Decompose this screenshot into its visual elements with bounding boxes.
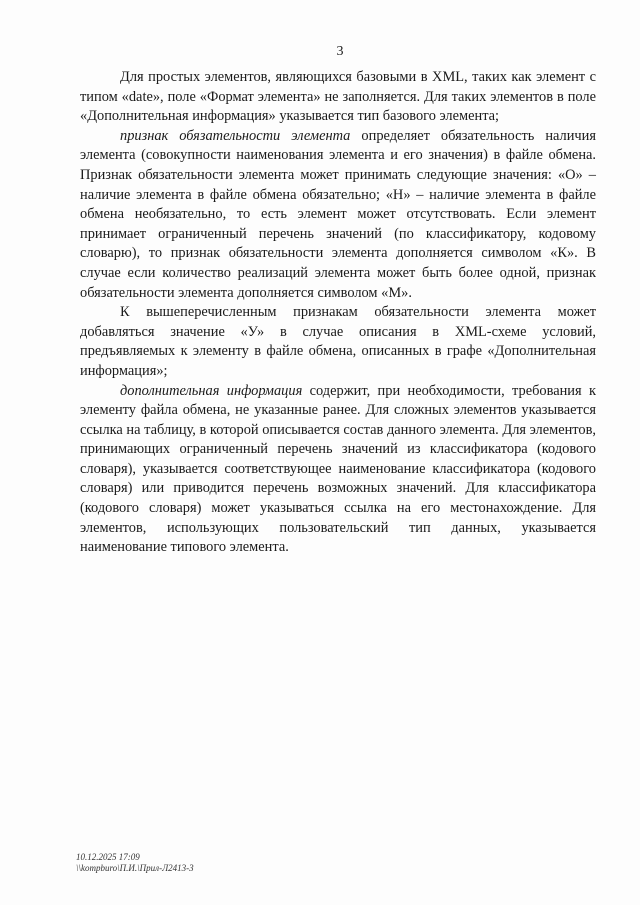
document-footer [76,852,194,874]
page-number: 3 [336,44,344,59]
paragraph [80,303,596,381]
paragraph [80,382,596,558]
paragraph-text: К вышеперечисленным признакам обязательности элемента может добавляться значение «У» в случае описания в XML-схеме условий, предъявляемых к элементу в файле обмена, описанных в графе «Дополнительная информация»; [80,304,596,379]
footer-date: 10.12.2025 17:09 [76,852,140,862]
paragraph [80,127,596,303]
paragraph-text: определяет обязательность наличия элемента (совокупности наименования элемента и его значения) в файле обмена. Признак обязательности элемента может принимать следующие значения: «О» – наличие элемента в файле обмена обязательно; «Н» – наличие элемента в файле обмена необязательно, то есть элемент может отсутствовать. Если элемент принимает ограниченный перечень значений (по классификатору, кодовому словарю), то признак обязательности элемента дополняется символом «К». В случае если количество реализаций элемента может быть более одной, признак обязательности элемента дополняется символом «М». [80,127,596,301]
document-body [80,68,596,558]
paragraph [80,68,596,127]
paragraph-text: Для простых элементов, являющихся базовыми в XML, таких как элемент с типом «date», поле «Формат элемента» не заполняется. Для таких элементов в поле «Дополнительная информация» указывается тип базового элемента; [80,69,596,125]
paragraph-text: содержит, при необходимости, требования к элементу файла обмена, не указанные ранее. Для сложных элементов указывается ссылка на таблицу, в которой описывается состав данного элемента. Для элементов, принимающих ограниченный перечень значений из классификатора (кодового словаря), указывается соответствующее наименование классификатора (кодового словаря) или приводится перечень возможных значений. Для классификатора (кодового словаря) может указываться ссылка на его местонахождение. Для элементов, использующих пользовательский тип данных, указывается наименование типового элемента. [80,382,596,556]
defined-term: дополнительная информация [120,382,303,399]
defined-term: признак обязательности элемента [120,127,351,144]
footer-file-path: \\kompburo\П.И.\Прил-Л2413-3 [76,863,194,873]
